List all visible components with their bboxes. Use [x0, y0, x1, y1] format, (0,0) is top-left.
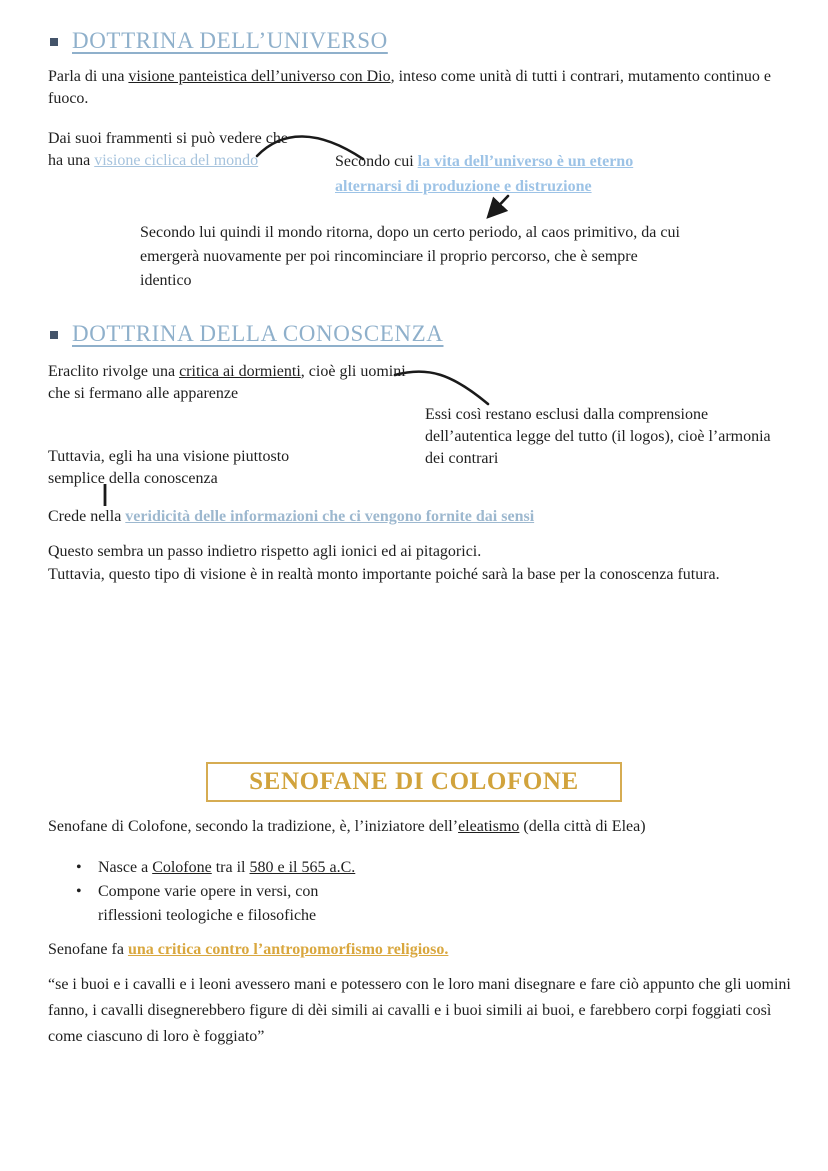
text-run: Nasce a	[98, 859, 153, 876]
underlined-phrase: visione panteistica dell’universo con Dio	[128, 68, 391, 85]
bullet-dot-icon: •	[76, 859, 82, 876]
curve-connector-conoscenza	[395, 372, 488, 404]
underlined-phrase: Colofone	[152, 859, 212, 876]
senofane-title-box	[206, 762, 622, 802]
text-run: Senofane fa	[48, 941, 128, 958]
note-secondo-cui	[335, 149, 687, 199]
underlined-phrase: eleatismo	[458, 818, 520, 835]
text-run: Dai suoi frammenti si può vedere che ha una	[48, 130, 288, 169]
quote-buoi-cavalli: “se i buoi e i cavalli e i leoni avessero mani e potessero con le loro mani disegnare e fare ciò appunto che gli uomini fanno, i cavalli disegnerebbero figure di dèi simili ai cavalli e i buoi simili ai buoi, e farebbero corpi foggiati così come ciascuno di loro è foggiato”	[48, 976, 791, 1045]
square-bullet-icon	[50, 331, 58, 339]
section-heading-universe: DOTTRINA DELL’UNIVERSO	[72, 28, 388, 53]
text-run: Secondo cui	[335, 153, 418, 170]
underlined-phrase: critica ai dormienti	[179, 363, 301, 380]
underlined-phrase: 580 e il 565 a.C.	[249, 859, 356, 876]
list-item-text	[98, 856, 355, 880]
text-run: Crede nella	[48, 508, 126, 525]
list-item	[76, 856, 536, 880]
square-bullet-icon	[50, 38, 58, 46]
paragraph-esclusi-logos: Essi così restano esclusi dalla comprensione dell’autentica legge del tutto (il logos), cioè l’armonia dei contrari	[425, 406, 771, 467]
note-fragments	[48, 128, 300, 172]
text-run: , inteso come unità di tutti i contrari, mutamento continuo e fuoco.	[48, 68, 771, 107]
paragraph-antropomorfismo	[48, 939, 788, 961]
senofane-title: SENOFANE DI COLOFONE	[249, 768, 579, 795]
highlight-visione-ciclica: visione ciclica del mondo	[94, 152, 259, 169]
highlight-eterno-alternarsi: la vita dell’universo è un eterno alternarsi di produzione e distruzione	[335, 153, 634, 195]
list-item	[76, 880, 536, 928]
text-run: Senofane di Colofone, secondo la tradizione, è, l’iniziatore dell’	[48, 818, 459, 835]
down-arrow	[489, 196, 508, 216]
highlight-critica-antropomorfismo: una critica contro l’antropomorfismo religioso.	[127, 941, 449, 958]
text-run: tra il	[211, 859, 250, 876]
list-item-text: Compone varie opere in versi, con riflessioni teologiche e filosofiche	[98, 883, 319, 924]
senofane-bullet-list	[76, 856, 536, 928]
heading-universe-row	[50, 28, 388, 54]
text-run: , cioè gli uomini che si fermano alle apparenze	[48, 363, 406, 402]
paragraph-visione-semplice: Tuttavia, egli ha una visione piuttosto semplice della conoscenza	[48, 448, 290, 487]
paragraph-critica-dormienti	[48, 361, 408, 405]
highlight-veridicita-sensi: veridicità delle informazioni che ci vengono fornite dai sensi	[125, 508, 535, 525]
paragraph-pantheism	[48, 66, 782, 110]
section-heading-conoscenza: DOTTRINA DELLA CONOSCENZA	[72, 321, 444, 346]
text-run: Tuttavia, questo tipo di visione è in realtà monto importante poiché sarà la base per la conoscenza futura.	[48, 566, 720, 583]
text-run: Parla di una	[48, 68, 129, 85]
bullet-dot-icon: •	[76, 883, 82, 900]
paragraph-crede-sensi	[48, 506, 788, 528]
paragraph-ciclo: Secondo lui quindi il mondo ritorna, dopo un certo periodo, al caos primitivo, da cui emergerà nuovamente per poi rincominciare il proprio percorso, che è sempre identico	[140, 224, 680, 289]
paragraph-passo-indietro	[48, 540, 790, 586]
heading-conoscenza-row	[50, 321, 444, 347]
text-run: Eraclito rivolge una	[48, 363, 180, 380]
text-run: Questo sembra un passo indietro rispetto agli ionici ed ai pitagorici.	[48, 543, 482, 560]
paragraph-senofane-intro	[48, 816, 808, 838]
text-run: (della città di Elea)	[519, 818, 646, 835]
